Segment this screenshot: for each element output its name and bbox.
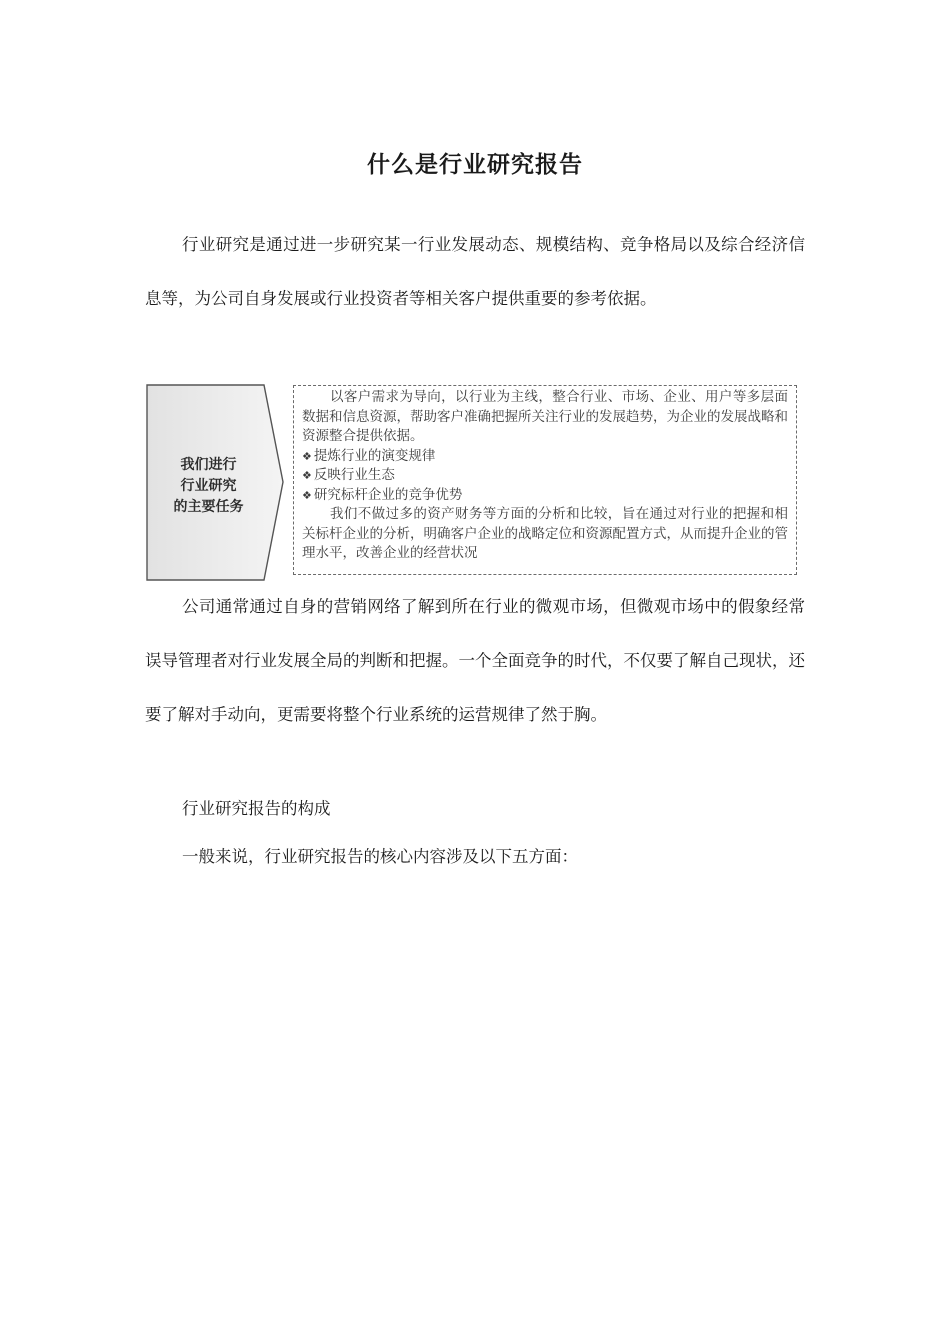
diamond-bullet-icon: ❖ bbox=[302, 488, 312, 502]
figure-bullet bbox=[302, 486, 788, 506]
left-label-line: 行业研究 bbox=[180, 478, 237, 494]
figure-closing-text: 我们不做过多的资产财务等方面的分析和比较，旨在通过对行业的把握和相关标杆企业的分析，明确客户企业的战略定位和资源配置方式，从而提升企业的管理水平，改善企业的经营状况 bbox=[302, 506, 788, 561]
figure-bullet-text: 研究标杆企业的竞争优势 bbox=[313, 486, 463, 503]
page-title: 什么是行业研究报告 bbox=[367, 152, 583, 178]
diamond-bullet-icon: ❖ bbox=[302, 449, 312, 463]
intro-paragraph: 行业研究是通过进一步研究某一行业发展动态、规模结构、竞争格局以及综合经济信息等，为公司自身发展或行业投资者等相关客户提供重要的参考依据。 bbox=[145, 235, 805, 308]
left-label-line: 我们进行 bbox=[180, 457, 237, 473]
section-subheading: 行业研究报告的构成 bbox=[182, 799, 331, 818]
figure-left-panel bbox=[146, 382, 286, 581]
figure-bullet bbox=[302, 447, 788, 467]
figure-lead-text: 以客户需求为导向，以行业为主线，整合行业、市场、企业、用户等多层面数据和信息资源，帮助客户准确把握所关注行业的发展趋势，为企业的发展战略和资源整合提供依据。 bbox=[302, 389, 788, 444]
figure-bullet-text: 提炼行业的演变规律 bbox=[313, 447, 436, 464]
figure-bullet bbox=[302, 466, 788, 486]
paragraph-2: 公司通常通过自身的营销网络了解到所在行业的微观市场，但微观市场中的假象经常误导管理者对行业发展全局的判断和把握。一个全面竞争的时代，不仅要了解自己现状，还要了解对手动向，更需要将整个行业系统的运营规律了然于胸。 bbox=[145, 597, 805, 724]
left-label-line: 的主要任务 bbox=[173, 499, 244, 515]
diamond-bullet-icon: ❖ bbox=[302, 469, 312, 482]
figure-right-box bbox=[293, 385, 797, 575]
figure-bullet-text: 反映行业生态 bbox=[313, 467, 395, 483]
paragraph-3: 一般来说，行业研究报告的核心内容涉及以下五方面： bbox=[182, 847, 578, 866]
figure-left-label bbox=[156, 455, 261, 518]
tasks-figure bbox=[146, 382, 804, 581]
